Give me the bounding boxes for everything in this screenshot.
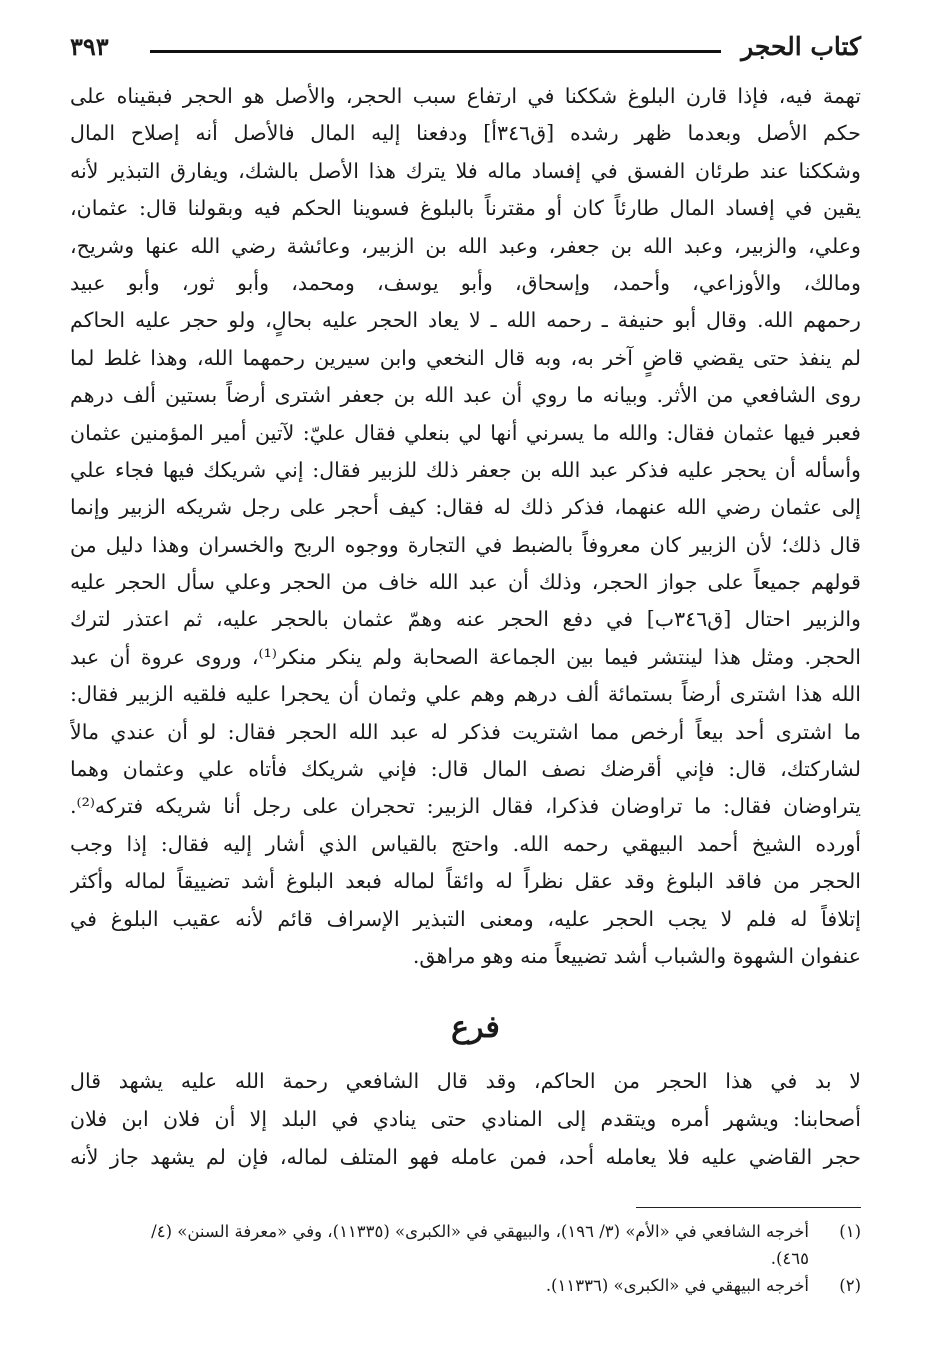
text-line: وأسأله أن يحجر عليه فذكر عبد الله بن جعفر ذلك للزبير فقال: إني شريكك فيها فجاء علي	[70, 457, 861, 482]
text-line: الله هذا اشترى أرضاً بستمائة ألف درهم وهم علي وثمان أن يحجرا عليه فلقيه الزبير فقال:	[70, 682, 861, 707]
text-line: فعبر فيها عثمان فقال: والله ما يسرني أنها لي بنعلي فقال عليّ: لآتين أمير المؤمنين عثمان	[70, 420, 861, 445]
text-line: ما اشترى أحد بيعاً أرخص مما اشتريت فذكر له عبد الله الحجر فقال: لو أن عندي مالاً	[70, 719, 861, 744]
text-line: حكم الأصل وبعدما ظهر رشده [ق٣٤٦أ] ودفعنا إليه المال فالأصل أنه إصلاح المال	[70, 121, 861, 146]
text-line: رحمهم الله. وقال أبو حنيفة ـ رحمه الله ـ لا يعاد الحجر عليه بحالٍ، ولو حجر عليه الحاكم	[70, 308, 861, 333]
text-line: الحجر. ومثل هذا لينتشر فيما بين الجماعة الصحابة ولم ينكر منكر⁽¹⁾، وروى عروة أن عبد	[70, 644, 861, 669]
text-line: حجر القاضي عليه فلا يعامله أحد، فمن عامله فهو المتلف لماله، فإن لم يشهد جاز لأنه	[70, 1145, 861, 1169]
text-line: إتلافاً له فلم لا يجب الحجر عليه، ومعنى التبذير الإسراف قائم لأنه عقيب البلوغ في	[70, 906, 861, 931]
text-line: الحجر من فاقد البلوغ وقد عقل نظراً له وائقاً لماله فبعد البلوغ أشد تضييقاً لماله وأكثر	[70, 869, 861, 894]
text-line: لشاركتك، قال: فإني أقرضك نصف المال قال: فإني شريكك فأتاه علي وعثمان وهما	[70, 757, 861, 782]
text-line: أورده الشيخ أحمد البيهقي رحمه الله. واحتج بالقياس الذي أشار إليه فقال: إذا وجب	[70, 831, 861, 856]
main-text	[70, 78, 861, 975]
footnotes	[70, 1218, 861, 1299]
text-line: ومالك، والأوزاعي، وأحمد، وإسحاق، وأبو يوسف، ومحمد، وأبو ثور، وأبو عبيد	[70, 270, 861, 295]
text-line: يتراوضان فقال: ما تراوضان فذكرا، فقال الزبير: تحجران على رجل أنا شريكه فتركه⁽²⁾.	[70, 794, 861, 819]
text-line: أصحابنا: ويشهر أمره ويتقدم إلى المنادي حتى ينادي في البلد إلا أن فلان ابن فلان	[70, 1107, 861, 1131]
text-line: إلى عثمان رضي الله عنهما، فذكر ذلك له فقال: كيف أحجر على رجل شريكه الزبير وإنما	[70, 495, 861, 520]
text-line: وشككنا عند طرئان الفسق في إفساد ماله فلا يترك هذا الأصل بالشك، ويفارق التبذير لأنه	[70, 158, 861, 183]
header-rule	[150, 50, 721, 53]
chapter-title: كتاب الحجر	[741, 32, 861, 61]
footnote-continuation: ٤٦٥).	[770, 1249, 809, 1268]
text-line: قولهم جميعاً على جواز الحجر، وذلك أن عبد الله خاف من الحجر وعلي سأل الحجر عليه	[70, 570, 861, 595]
running-header	[70, 30, 861, 70]
footnote-text: أخرجه البيهقي في «الكبرى» (١١٣٣٦).	[545, 1276, 809, 1295]
text-line: لم ينفذ حتى يقضي قاضٍ آخر به، وبه قال النخعي وابن سيرين رحمهما الله، وهذا غلط لما	[70, 345, 861, 370]
footnote-text: أخرجه الشافعي في «الأم» (٣/ ١٩٦)، والبيهقي في «الكبرى» (١١٣٣٥)، وفي «معرفة السنن» (٤/	[151, 1222, 809, 1241]
section-text	[70, 1062, 861, 1176]
text-line: والزبير احتال [ق٣٤٦ب] في دفع الحجر عنه وهمّ عثمان بالحجر عليه، ثم اعتذر لترك	[70, 607, 861, 632]
text-line: لا بد في هذا الحجر من الحاكم، وقد قال الشافعي رحمة الله عليه يشهد قال	[70, 1069, 861, 1093]
footnote-rule	[636, 1207, 861, 1208]
text-line: وعلي، والزبير، وعبد الله بن جعفر، وعبد الله بن الزبير، وعائشة رضي الله عنها وشريح،	[70, 233, 861, 258]
text-line: قال ذلك؛ لأن الزبير كان معروفاً بالضبط في التجارة ووجوه الربح والخسران وهذا دليل من	[70, 532, 861, 557]
footnote	[70, 1218, 861, 1245]
footnote-number: (٢)	[839, 1276, 861, 1295]
page-number: ٣٩٣	[70, 32, 109, 61]
text-line: عنفوان الشهوة والشباب أشد تضييعاً منه وهو مراهق.	[412, 943, 861, 968]
text-line: تهمة فيه، فإذا قارن البلوغ شككنا في ارتفاع سبب الحجر، والأصل هو الحجر فبقيناه على	[70, 84, 861, 108]
section-heading: فرع	[451, 1010, 500, 1045]
footnote	[70, 1272, 861, 1299]
footnote-number: (١)	[839, 1222, 861, 1241]
text-line: يقين في إفساد المال طارئاً كان أو مقترناً بالبلوغ فسوينا الحكم فيه وبقولنا قال: عثمان،	[70, 196, 861, 221]
text-line: روى الشافعي من الأثر. وبيانه ما روي أن عبد الله بن جعفر اشترى أرضاً بستين ألف درهم	[70, 383, 861, 408]
